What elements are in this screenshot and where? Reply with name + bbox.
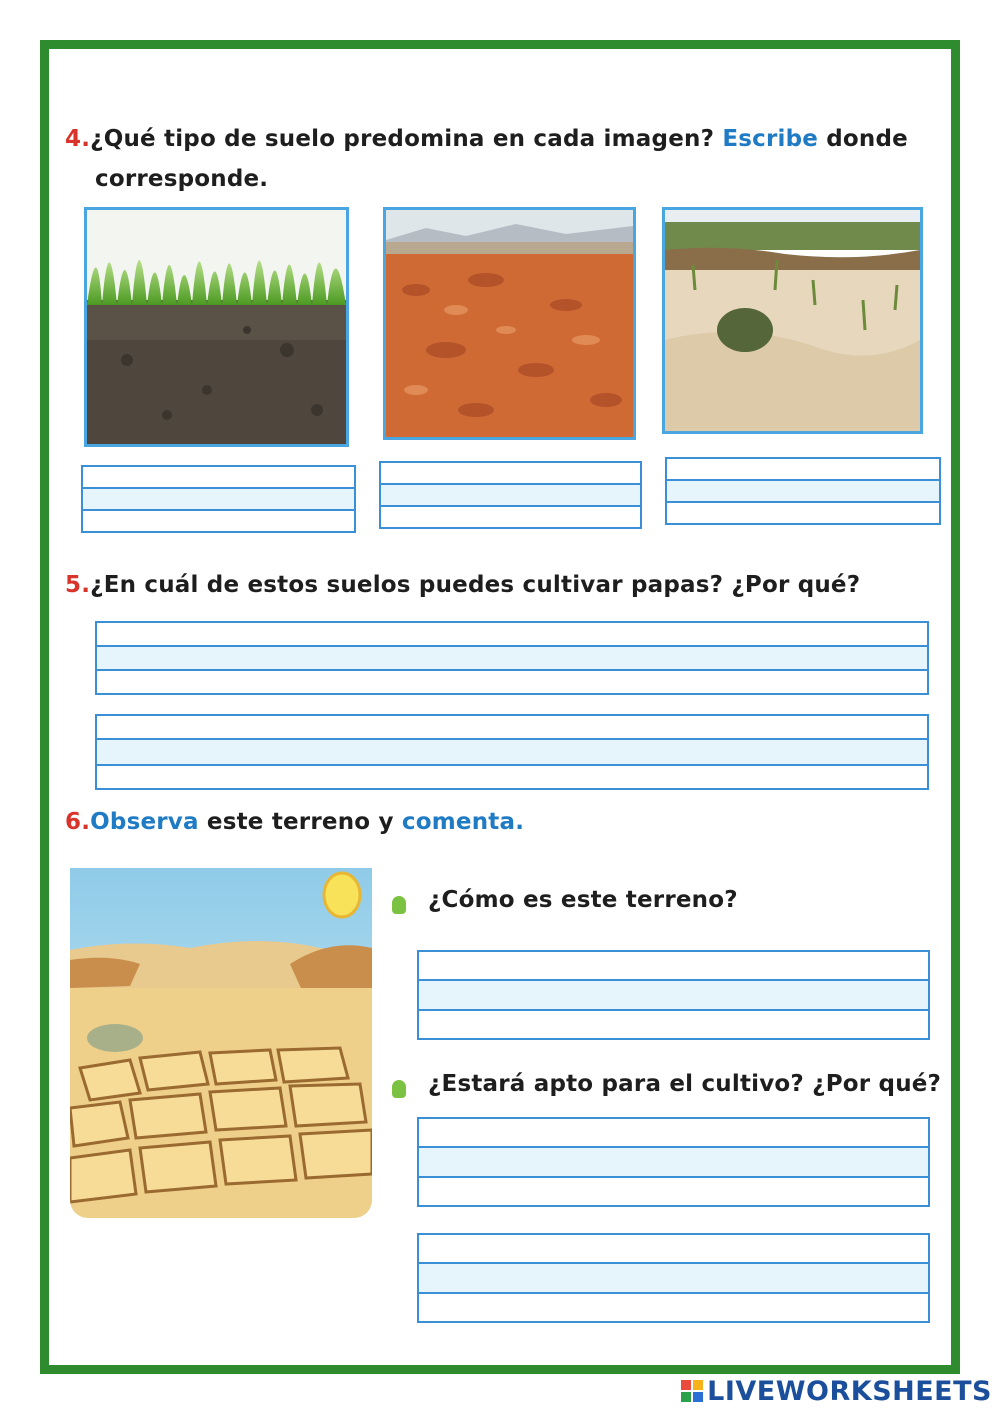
- answer-lines-7[interactable]: [417, 1117, 930, 1207]
- answer-line[interactable]: [95, 714, 929, 739]
- answer-line[interactable]: [665, 502, 941, 525]
- answer-line[interactable]: [379, 506, 642, 529]
- answer-lines-1[interactable]: [81, 465, 356, 533]
- answer-lines-2[interactable]: [379, 461, 642, 529]
- answer-line[interactable]: [95, 646, 929, 671]
- question-6-mid: este terreno y: [198, 809, 402, 835]
- question-6-end: .: [515, 809, 525, 835]
- answer-line[interactable]: [665, 480, 941, 503]
- answer-line[interactable]: [417, 1293, 930, 1323]
- liveworksheets-brand: [681, 1376, 992, 1407]
- question-6b: ¿Estará apto para el cultivo? ¿Por qué?: [428, 1071, 942, 1097]
- answer-line[interactable]: [95, 621, 929, 646]
- question-6-number: 6.: [65, 809, 91, 835]
- question-6a: ¿Cómo es este terreno?: [428, 887, 738, 913]
- answer-line[interactable]: [417, 1010, 930, 1040]
- answer-line[interactable]: [81, 488, 356, 511]
- question-4-text-a: ¿Qué tipo de suelo predomina en cada imagen?: [90, 126, 723, 152]
- answer-line[interactable]: [417, 950, 930, 980]
- question-5: [65, 566, 935, 604]
- question-6: [65, 803, 935, 841]
- answer-line[interactable]: [417, 1117, 930, 1147]
- answer-line[interactable]: [417, 1233, 930, 1263]
- brand-name: LIVEWORKSHEETS: [707, 1376, 992, 1407]
- soil-photo-sand: [662, 207, 923, 434]
- question-6-highlight-observa: Observa: [90, 809, 199, 835]
- bullet-icon: [392, 896, 406, 914]
- question-5-number: 5.: [65, 572, 91, 598]
- soil-photo-humus: [84, 207, 349, 447]
- question-4-text-b: donde: [818, 126, 908, 152]
- answer-line[interactable]: [95, 765, 929, 790]
- question-4-highlight: Escribe: [722, 126, 819, 152]
- question-5-text: ¿En cuál de estos suelos puedes cultivar papas? ¿Por qué?: [90, 572, 861, 598]
- question-4-line2: corresponde.: [95, 166, 269, 192]
- answer-line[interactable]: [417, 980, 930, 1010]
- answer-line[interactable]: [81, 510, 356, 533]
- answer-line[interactable]: [379, 484, 642, 507]
- answer-lines-5[interactable]: [95, 714, 929, 790]
- answer-lines-4[interactable]: [95, 621, 929, 695]
- answer-line[interactable]: [665, 457, 941, 480]
- answer-lines-3[interactable]: [665, 457, 941, 525]
- bullet-icon: [392, 1080, 406, 1098]
- answer-line[interactable]: [417, 1147, 930, 1177]
- answer-line[interactable]: [81, 465, 356, 488]
- answer-line[interactable]: [417, 1177, 930, 1207]
- question-4-number: 4.: [65, 126, 91, 152]
- answer-line[interactable]: [95, 670, 929, 695]
- dry-terrain-illustration: [70, 868, 372, 1218]
- answer-line[interactable]: [95, 739, 929, 764]
- soil-photo-clay: [383, 207, 636, 440]
- answer-line[interactable]: [417, 1263, 930, 1293]
- liveworksheets-logo-icon: [681, 1380, 703, 1402]
- answer-lines-8[interactable]: [417, 1233, 930, 1323]
- question-6-highlight-comenta: comenta: [401, 809, 516, 835]
- answer-lines-6[interactable]: [417, 950, 930, 1040]
- question-4: [65, 120, 925, 158]
- answer-line[interactable]: [379, 461, 642, 484]
